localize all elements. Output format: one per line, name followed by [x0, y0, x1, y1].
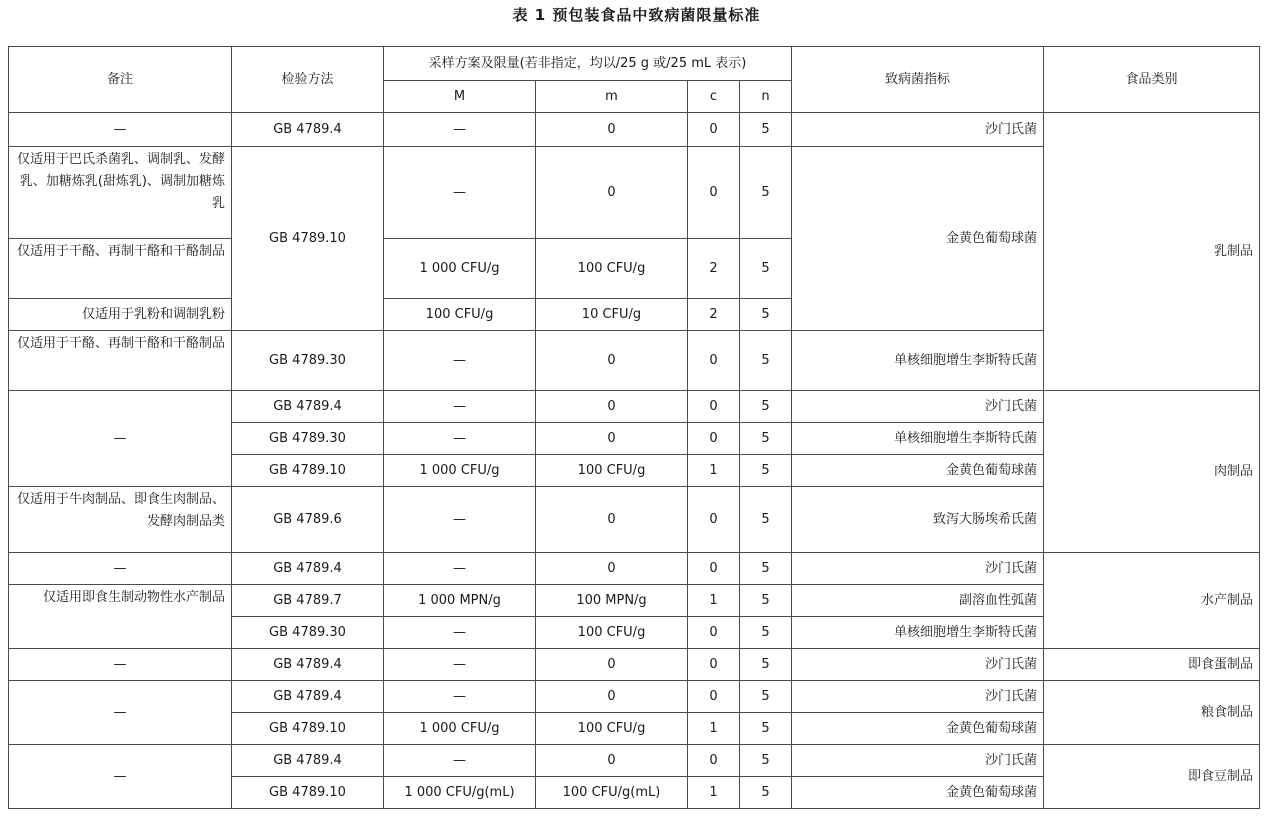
remark-cell: 仅适用于牛肉制品、即食生肉制品、发酵肉制品类 — [9, 487, 232, 553]
pathogen-cell: 沙门氏菌 — [792, 745, 1044, 777]
category-cell: 即食蛋制品 — [1044, 649, 1260, 681]
c-cell: 0 — [688, 553, 740, 585]
m-cell: 0 — [536, 745, 688, 777]
method-cell: GB 4789.4 — [232, 681, 384, 713]
m-cell: 0 — [536, 331, 688, 391]
m-cell: 100 CFU/g — [536, 239, 688, 299]
c-cell: 0 — [688, 113, 740, 147]
n-cell: 5 — [740, 147, 792, 239]
pathogen-cell: 沙门氏菌 — [792, 681, 1044, 713]
c-cell: 0 — [688, 649, 740, 681]
remark-cell: 仅适用于干酪、再制干酪和干酪制品 — [9, 239, 232, 299]
remark-cell: — — [9, 681, 232, 745]
category-cell: 粮食制品 — [1044, 681, 1260, 745]
remark-cell: — — [9, 649, 232, 681]
c-cell: 0 — [688, 681, 740, 713]
remark-cell: 仅适用即食生制动物性水产制品 — [9, 585, 232, 649]
M-cell: 1 000 CFU/g — [384, 239, 536, 299]
c-cell: 1 — [688, 777, 740, 809]
remark-cell: 仅适用于乳粉和调制乳粉 — [9, 299, 232, 331]
remark-cell: — — [9, 745, 232, 809]
M-cell: — — [384, 147, 536, 239]
method-cell: GB 4789.30 — [232, 423, 384, 455]
remark-cell: 仅适用于巴氏杀菌乳、调制乳、发酵乳、加糖炼乳(甜炼乳)、调制加糖炼乳 — [9, 147, 232, 239]
n-cell: 5 — [740, 487, 792, 553]
M-cell: — — [384, 391, 536, 423]
m-cell: 0 — [536, 147, 688, 239]
pathogen-limit-table — [8, 46, 1260, 809]
header-m: m — [536, 81, 688, 113]
M-cell: — — [384, 553, 536, 585]
table-row — [9, 553, 1260, 585]
M-cell: — — [384, 331, 536, 391]
method-cell: GB 4789.10 — [232, 713, 384, 745]
category-cell: 乳制品 — [1044, 113, 1260, 391]
category-cell: 即食豆制品 — [1044, 745, 1260, 809]
c-cell: 0 — [688, 487, 740, 553]
m-cell: 0 — [536, 681, 688, 713]
n-cell: 5 — [740, 239, 792, 299]
method-cell: GB 4789.7 — [232, 585, 384, 617]
M-cell: — — [384, 487, 536, 553]
c-cell: 0 — [688, 745, 740, 777]
pathogen-cell: 副溶血性弧菌 — [792, 585, 1044, 617]
header-n: n — [740, 81, 792, 113]
pathogen-cell: 沙门氏菌 — [792, 391, 1044, 423]
n-cell: 5 — [740, 113, 792, 147]
c-cell: 1 — [688, 713, 740, 745]
table-row — [9, 391, 1260, 423]
method-cell: GB 4789.6 — [232, 487, 384, 553]
remark-cell: — — [9, 113, 232, 147]
header-pathogen: 致病菌指标 — [792, 47, 1044, 113]
header-c: c — [688, 81, 740, 113]
M-cell: 1 000 CFU/g — [384, 455, 536, 487]
M-cell: 1 000 CFU/g — [384, 713, 536, 745]
c-cell: 0 — [688, 147, 740, 239]
n-cell: 5 — [740, 649, 792, 681]
c-cell: 0 — [688, 423, 740, 455]
method-cell: GB 4789.4 — [232, 745, 384, 777]
table-row — [9, 681, 1260, 713]
table-row — [9, 745, 1260, 777]
n-cell: 5 — [740, 299, 792, 331]
method-cell: GB 4789.4 — [232, 113, 384, 147]
remark-cell: — — [9, 391, 232, 487]
method-cell: GB 4789.4 — [232, 649, 384, 681]
m-cell: 10 CFU/g — [536, 299, 688, 331]
pathogen-cell: 沙门氏菌 — [792, 553, 1044, 585]
m-cell: 0 — [536, 113, 688, 147]
c-cell: 2 — [688, 239, 740, 299]
c-cell: 0 — [688, 617, 740, 649]
table-row — [9, 113, 1260, 147]
header-sampling: 采样方案及限量(若非指定，均以/25 g 或/25 mL 表示) — [384, 47, 792, 81]
n-cell: 5 — [740, 617, 792, 649]
pathogen-cell: 单核细胞增生李斯特氏菌 — [792, 617, 1044, 649]
n-cell: 5 — [740, 331, 792, 391]
pathogen-cell: 金黄色葡萄球菌 — [792, 147, 1044, 331]
category-cell: 水产制品 — [1044, 553, 1260, 649]
m-cell: 100 CFU/g — [536, 617, 688, 649]
pathogen-cell: 金黄色葡萄球菌 — [792, 777, 1044, 809]
header-category: 食品类别 — [1044, 47, 1260, 113]
method-cell: GB 4789.10 — [232, 455, 384, 487]
M-cell: — — [384, 617, 536, 649]
category-cell: 肉制品 — [1044, 391, 1260, 553]
pathogen-cell: 沙门氏菌 — [792, 649, 1044, 681]
table-row — [9, 649, 1260, 681]
n-cell: 5 — [740, 455, 792, 487]
pathogen-cell: 沙门氏菌 — [792, 113, 1044, 147]
m-cell: 0 — [536, 553, 688, 585]
remark-cell: 仅适用于干酪、再制干酪和干酪制品 — [9, 331, 232, 391]
M-cell: 100 CFU/g — [384, 299, 536, 331]
c-cell: 0 — [688, 331, 740, 391]
M-cell: — — [384, 745, 536, 777]
M-cell: 1 000 CFU/g(mL) — [384, 777, 536, 809]
pathogen-cell: 单核细胞增生李斯特氏菌 — [792, 331, 1044, 391]
c-cell: 0 — [688, 391, 740, 423]
m-cell: 100 CFU/g(mL) — [536, 777, 688, 809]
m-cell: 0 — [536, 487, 688, 553]
table-title: 表 1 预包装食品中致病菌限量标准 — [512, 6, 761, 24]
M-cell: — — [384, 681, 536, 713]
header-method: 检验方法 — [232, 47, 384, 113]
n-cell: 5 — [740, 681, 792, 713]
m-cell: 100 CFU/g — [536, 713, 688, 745]
c-cell: 1 — [688, 585, 740, 617]
n-cell: 5 — [740, 745, 792, 777]
n-cell: 5 — [740, 585, 792, 617]
method-cell: GB 4789.4 — [232, 391, 384, 423]
pathogen-cell: 金黄色葡萄球菌 — [792, 455, 1044, 487]
m-cell: 0 — [536, 649, 688, 681]
m-cell: 100 MPN/g — [536, 585, 688, 617]
n-cell: 5 — [740, 777, 792, 809]
n-cell: 5 — [740, 423, 792, 455]
c-cell: 2 — [688, 299, 740, 331]
c-cell: 1 — [688, 455, 740, 487]
M-cell: — — [384, 649, 536, 681]
n-cell: 5 — [740, 553, 792, 585]
m-cell: 0 — [536, 423, 688, 455]
method-cell: GB 4789.30 — [232, 617, 384, 649]
header-remark: 备注 — [9, 47, 232, 113]
remark-cell: — — [9, 553, 232, 585]
m-cell: 0 — [536, 391, 688, 423]
M-cell: 1 000 MPN/g — [384, 585, 536, 617]
method-cell: GB 4789.4 — [232, 553, 384, 585]
pathogen-cell: 单核细胞增生李斯特氏菌 — [792, 423, 1044, 455]
M-cell: — — [384, 423, 536, 455]
method-cell: GB 4789.30 — [232, 331, 384, 391]
header-M: M — [384, 81, 536, 113]
m-cell: 100 CFU/g — [536, 455, 688, 487]
pathogen-cell: 致泻大肠埃希氏菌 — [792, 487, 1044, 553]
method-cell: GB 4789.10 — [232, 147, 384, 331]
n-cell: 5 — [740, 713, 792, 745]
n-cell: 5 — [740, 391, 792, 423]
method-cell: GB 4789.10 — [232, 777, 384, 809]
M-cell: — — [384, 113, 536, 147]
pathogen-cell: 金黄色葡萄球菌 — [792, 713, 1044, 745]
